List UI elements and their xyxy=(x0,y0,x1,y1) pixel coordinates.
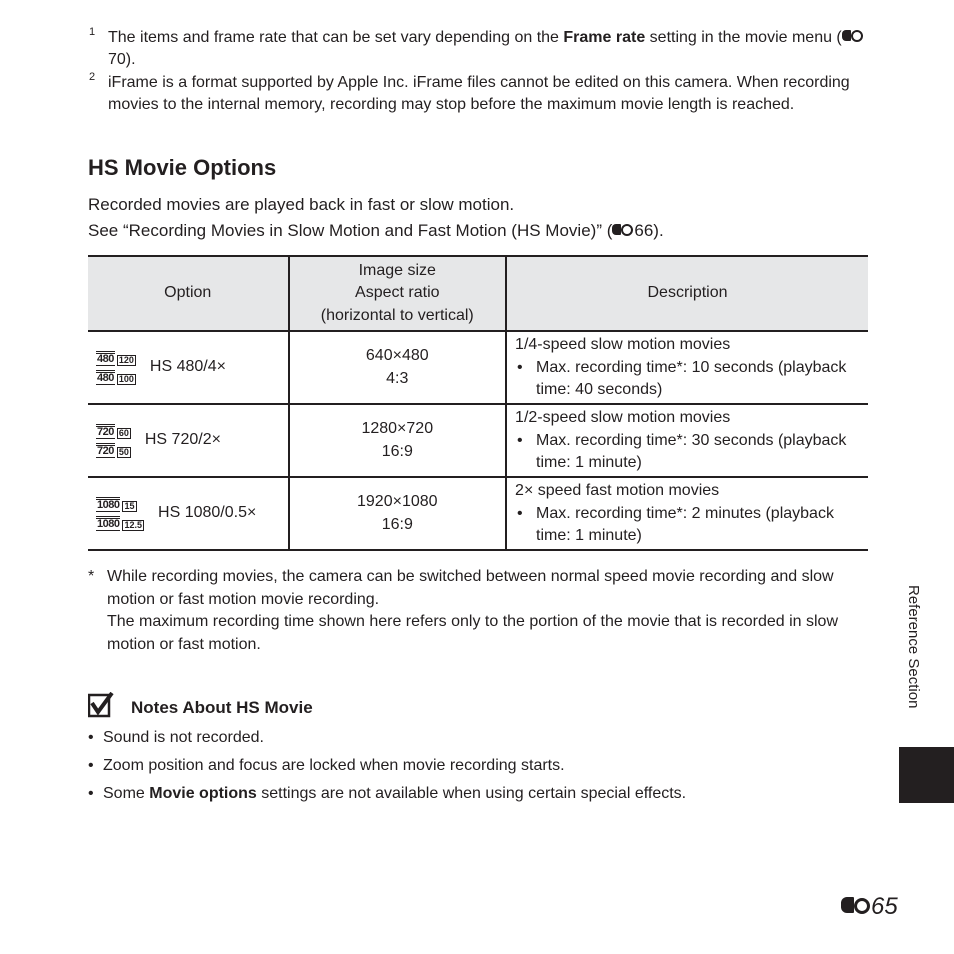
hs-mode-icon: 1080 15 1080 12.5 xyxy=(97,498,143,530)
list-item: • Zoom position and focus are locked when movie recording starts. xyxy=(88,755,565,777)
intro-line-2: See “Recording Movies in Slow Motion and Fast Motion (HS Movie)” ( 66). xyxy=(88,221,664,240)
movie-options-term: Movie options xyxy=(149,785,257,802)
bullet-icon: • xyxy=(517,504,523,522)
table-row xyxy=(88,331,868,404)
footnote-text: The items and frame rate that can be set vary depending on the Frame rate setting in the movie menu ( 70). xyxy=(108,27,879,71)
description-title: 1/4-speed slow motion movies xyxy=(515,336,731,354)
footnote-2 xyxy=(89,72,879,116)
section-title: HS Movie Options xyxy=(88,155,277,180)
footnote-1 xyxy=(89,27,879,71)
page-number: 65 xyxy=(841,892,898,922)
hs-movie-options-table xyxy=(88,255,868,551)
frame-rate-term: Frame rate xyxy=(563,29,646,46)
page-ref[interactable]: 66 xyxy=(634,221,654,240)
description-title: 1/2-speed slow motion movies xyxy=(515,409,731,427)
bullet-icon: • xyxy=(517,431,523,449)
table-footnote xyxy=(88,566,878,656)
footnote-text: iFrame is a format supported by Apple Inc. iFrame files cannot be edited on this camera. When recording movies to the internal memory, recording may stop before the maximum movie length is reached. xyxy=(108,74,850,113)
footnote-para-1: While recording movies, the camera can be switched between normal speed movie recording and slow motion or fast motion movie recording. xyxy=(107,568,834,608)
description-title: 2× speed fast motion movies xyxy=(515,482,720,500)
option-label: HS 1080/0.5× xyxy=(158,504,257,522)
table-row xyxy=(88,477,868,550)
reference-e-icon xyxy=(841,896,871,916)
header-image-size: Image size Aspect ratio (horizontal to vertical) xyxy=(289,256,507,331)
section-tab-marker[interactable] xyxy=(899,747,954,803)
table-row xyxy=(88,404,868,477)
list-item: • Sound is not recorded. xyxy=(88,727,264,749)
image-size: 1920×1080 xyxy=(357,493,438,510)
aspect-ratio: 4:3 xyxy=(386,369,409,387)
checkmark-note-icon xyxy=(88,692,114,718)
footnote-number: 2 xyxy=(89,71,96,83)
reference-e-icon xyxy=(842,29,864,43)
description-bullet: Max. recording time*: 30 seconds (playback time: 1 minute) xyxy=(536,431,847,472)
option-label: HS 480/4× xyxy=(149,358,226,376)
hs-mode-icon: 720 60 720 50 xyxy=(97,425,129,457)
footnote-number: 1 xyxy=(89,26,96,38)
description-bullet: Max. recording time*: 10 seconds (playback time: 40 seconds) xyxy=(536,358,847,399)
description-bullet: Max. recording time*: 2 minutes (playback time: 1 minute) xyxy=(536,504,834,545)
hs-mode-icon: 480 120 480 100 xyxy=(97,352,134,384)
image-size: 640×480 xyxy=(365,347,429,364)
option-label: HS 720/2× xyxy=(144,431,221,449)
table-header-row xyxy=(88,256,868,331)
intro-line-1: Recorded movies are played back in fast or slow motion. xyxy=(88,195,515,214)
notes-title: Notes About HS Movie xyxy=(131,698,313,717)
header-option: Option xyxy=(88,256,289,331)
list-item: • Some Movie options settings are not available when using certain special effects. xyxy=(88,783,686,805)
reference-e-icon xyxy=(612,223,634,237)
aspect-ratio: 16:9 xyxy=(381,442,413,460)
side-section-label: Reference Section xyxy=(905,585,922,709)
footnote-para-2: The maximum recording time shown here refers only to the portion of the movie that is recorded in slow motion or fast motion. xyxy=(107,613,838,653)
bullet-icon: • xyxy=(88,729,94,746)
bullet-icon: • xyxy=(88,757,94,774)
aspect-ratio: 16:9 xyxy=(381,515,413,533)
page-ref[interactable]: 70 xyxy=(108,51,126,68)
bullet-icon: • xyxy=(517,358,523,376)
header-description: Description xyxy=(506,256,868,331)
image-size: 1280×720 xyxy=(361,420,434,437)
bullet-icon: • xyxy=(88,785,94,802)
footnote-marker: * xyxy=(88,568,95,585)
